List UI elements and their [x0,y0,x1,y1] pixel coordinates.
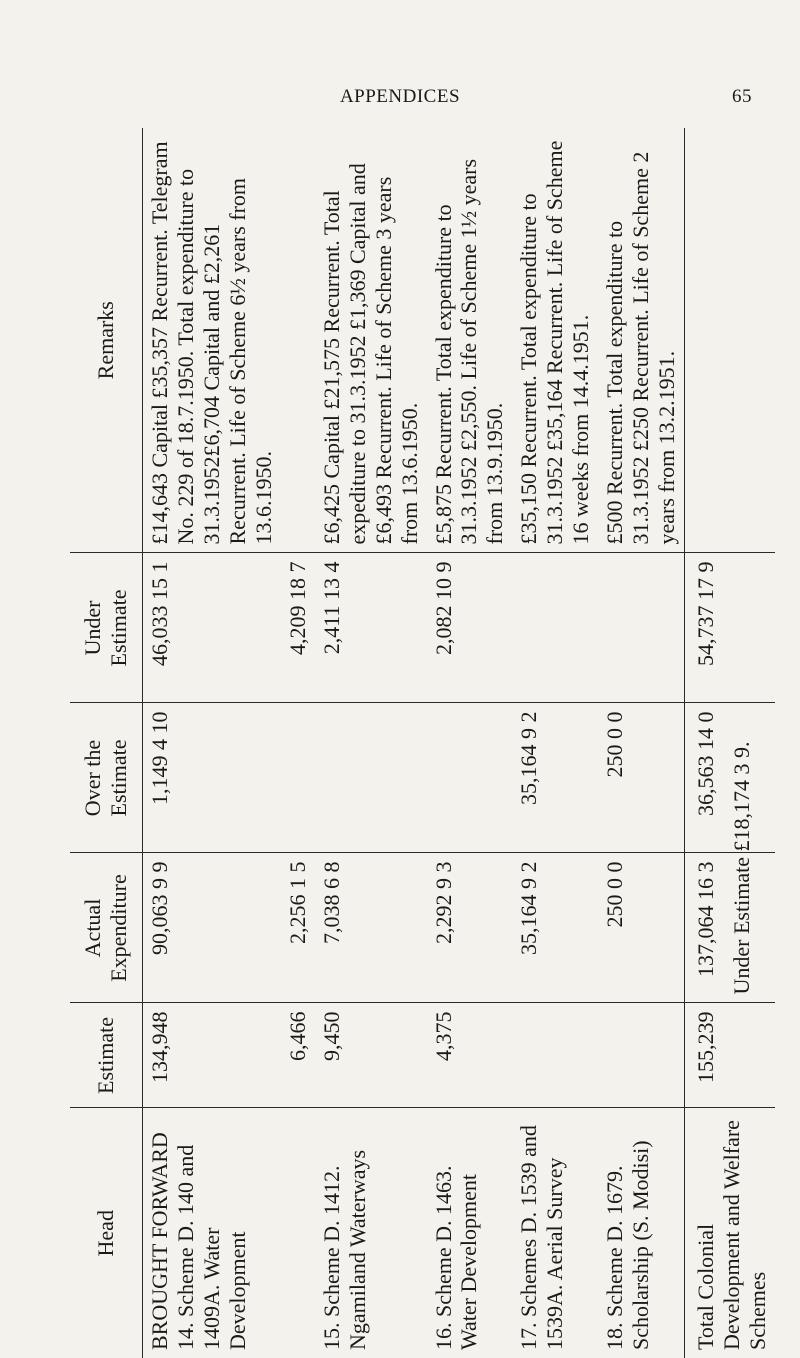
col-actual-header: Actual Expenditure [70,853,143,1003]
row-head: 15. Scheme D. 1412. Ngamiland Waterways [318,1149,370,1350]
row-under: 2,082 10 9 [427,553,513,703]
row-under: 2,411 13 4 [315,553,427,703]
running-head [0,86,800,116]
row-head [281,1108,315,1358]
row-estimate: 134,948 [143,1003,281,1108]
total-under: 54,737 17 9 [685,553,775,703]
row-remarks [281,128,315,553]
table-row [512,128,598,1358]
row-actual: 90,063 9 9 [143,853,281,1003]
row-estimate [598,1003,684,1108]
table-header-row [70,128,143,1358]
table-row [598,128,684,1358]
row-over [281,703,315,853]
row-head: BROUGHT FORWARD 14. Scheme D. 140 and 1409A. Water Development [147,1132,250,1350]
row-actual: 2,256 1 5 [281,853,315,1003]
row-actual: 7,038 6 8 [315,853,427,1003]
col-remarks-header: Remarks [70,128,143,553]
page-number: 65 [732,86,752,107]
row-estimate: 6,466 [281,1003,315,1108]
col-under-header: Under Estimate [70,553,143,703]
row-over: 1,149 4 10 [143,703,281,853]
row-head: 17. Schemes D. 1539 and 1539A. Aerial Survey [516,1125,568,1350]
total-estimate: 155,239 [685,1003,775,1108]
row-remarks: £14,643 Capital £35,357 Recurrent. Telegram No. 229 of 18.7.1950. Total expenditure to 31.3.1952£6,704 Capital and £2,261 Recurrent. Life of Scheme 6½ years from 13.6.1950. [143,128,281,553]
col-estimate-header: Estimate [70,1003,143,1108]
rotated-table-wrapper [70,128,771,1358]
col-over-header: Over the Estimate [70,703,143,853]
page-header-title: APPENDICES [339,86,461,107]
col-head-header: Head [70,1108,143,1358]
total-actual-value: 137,064 16 3 [693,861,719,977]
row-under: 4,209 18 7 [281,553,315,703]
row-remarks: £5,875 Recurrent. Total expenditure to 31.3.1952 £2,550. Life of Scheme 1½ years from 13.9.1950. [427,128,513,553]
expenditure-table [70,128,775,1358]
table-row [315,128,427,1358]
under-estimate-note: Under Estimate £18,174 3 9. [729,741,755,995]
row-estimate [512,1003,598,1108]
row-head: 16. Scheme D. 1463. Water Development [430,1165,482,1350]
total-row [685,128,775,1358]
table-row [281,128,315,1358]
row-estimate: 4,375 [427,1003,513,1108]
table-row [427,128,513,1358]
row-head: 18. Scheme D. 1679. Scholarship (S. Modisi) [602,1140,654,1350]
row-over: 35,164 9 2 [512,703,598,853]
row-under [598,553,684,703]
total-remarks [685,128,775,553]
total-head: Total Colonial Development and Welfare Schemes [685,1108,775,1358]
table-row [143,128,281,1358]
row-estimate: 9,450 [315,1003,427,1108]
row-actual: 35,164 9 2 [512,853,598,1003]
row-under: 46,033 15 1 [143,553,281,703]
row-actual: 2,292 9 3 [427,853,513,1003]
row-over [315,703,427,853]
row-actual: 250 0 0 [598,853,684,1003]
row-under [512,553,598,703]
total-over: 36,563 14 0 [685,703,775,853]
row-over: 250 0 0 [598,703,684,853]
row-remarks: £6,425 Capital £21,575 Recurrent. Total expediture to 31.3.1952 £1,369 Capital and £6,493 Recurrent. Life of Scheme 3 years from 13.6.1950. [315,128,427,553]
row-remarks: £35,150 Recurrent. Total expenditure to 31.3.1952 £35,164 Recurrent. Life of Scheme 16 weeks from 14.4.1951. [512,128,598,553]
row-over [427,703,513,853]
row-remarks: £500 Recurrent. Total expenditure to 31.3.1952 £250 Recurrent. Life of Scheme 2 years from 13.2.1951. [598,128,684,553]
